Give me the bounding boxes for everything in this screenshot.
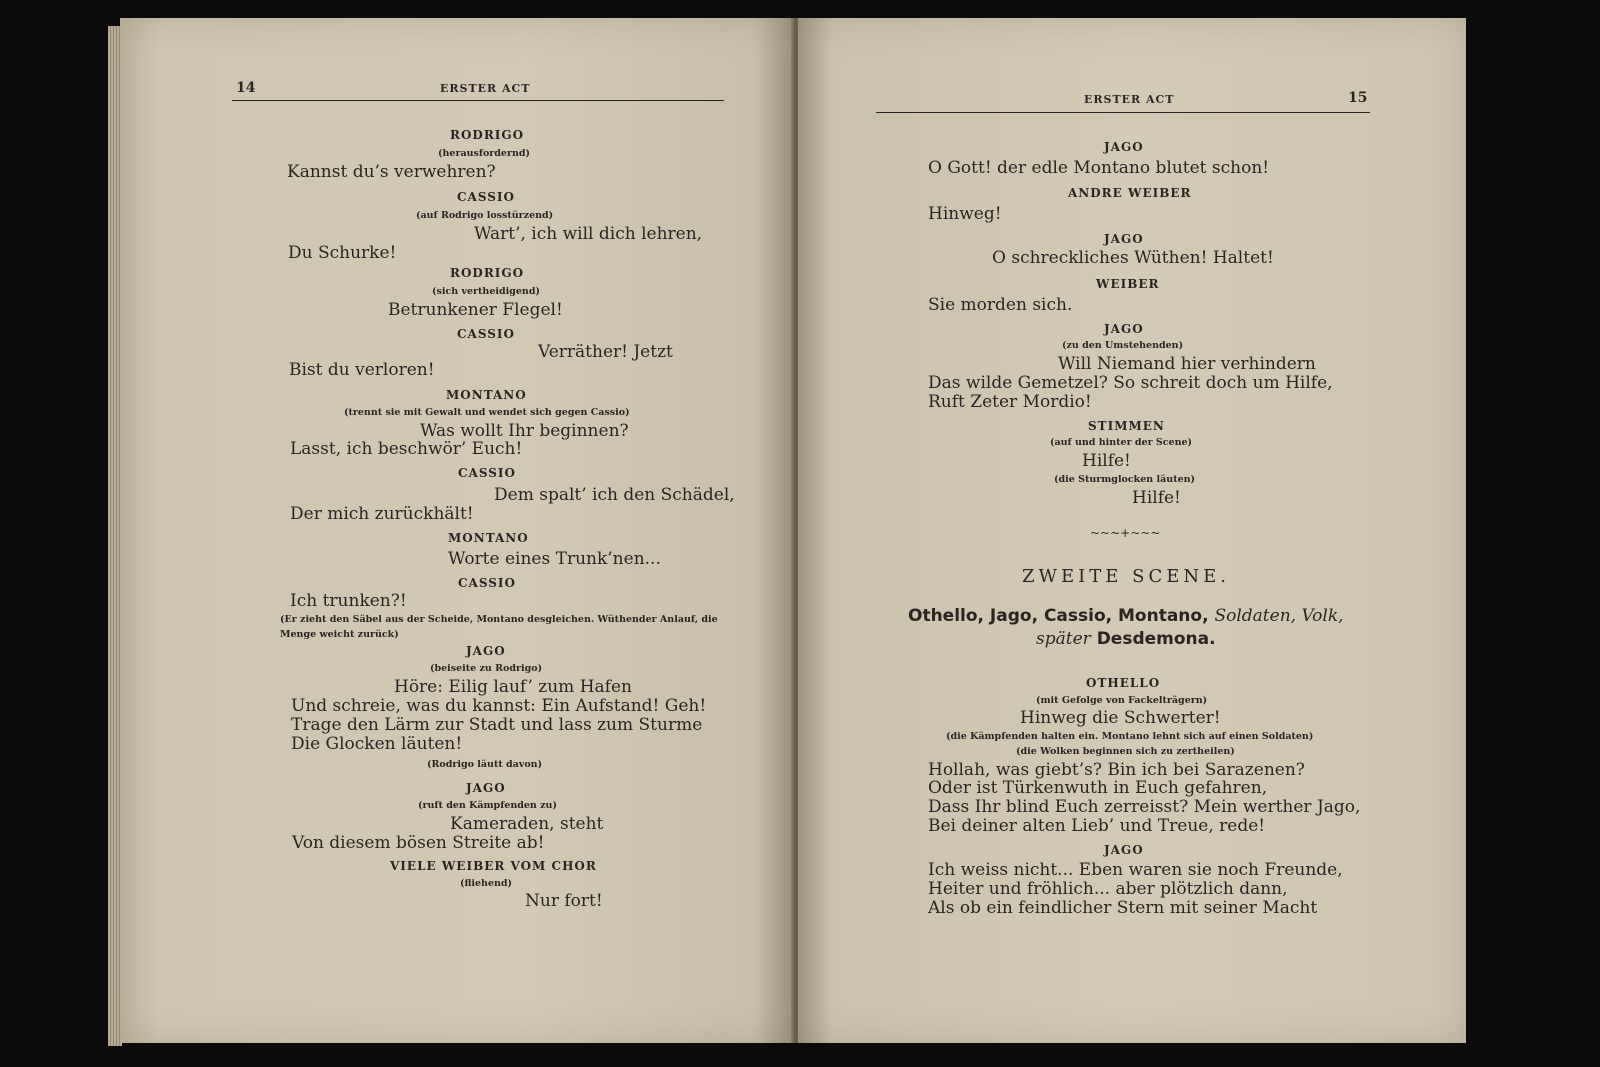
speaker-label: MONTANO [446,388,527,402]
verse-line: Nur fort! [525,891,603,911]
header-rule [232,100,724,101]
page-number: 15 [1348,90,1368,106]
left-page [120,18,795,1043]
verse-line: Kameraden, steht [450,814,604,834]
verse-line: Ruft Zeter Mordio! [928,392,1092,412]
verse-line: Kannst du’s verwehren? [287,162,496,182]
verse-line: O schreckliches Wüthen! Haltet! [992,248,1274,268]
speaker-label: JAGO [466,781,506,795]
stage-direction: (sich vertheidigend) [432,286,540,297]
speaker-label: STIMMEN [1088,419,1165,433]
stage-direction: (die Sturmglocken läuten) [1054,474,1196,485]
verse-line: Will Niemand hier verhindern [1058,354,1316,374]
stage-direction: (auf und hinter der Scene) [1050,437,1193,448]
verse-line: Der mich zurückhält! [290,504,474,524]
verse-line: Ich weiss nicht... Eben waren sie noch Freunde, [928,860,1343,880]
speaker-label: CASSIO [458,576,516,590]
speaker-label: RODRIGO [450,266,525,280]
stage-direction: (Er zieht den Säbel aus der Scheide, Montano desgleichen. Wüthender Anlauf, die [280,614,718,625]
speaker-label: JAGO [1104,140,1144,154]
speaker-label: JAGO [1104,232,1144,246]
stage-direction: (Rodrigo läutt davon) [427,759,543,770]
verse-line: Hilfe! [1082,451,1131,471]
verse-line: Wart’, ich will dich lehren, [474,224,703,244]
verse-line: Als ob ein feindlicher Stern mit seiner Macht [928,898,1318,918]
speaker-label: JAGO [1104,322,1144,336]
speaker-label: ANDRE WEIBER [1068,186,1192,200]
stage-direction: (herausfordernd) [438,148,531,159]
verse-line: Worte eines Trunk’nen... [448,549,661,569]
verse-line: Lasst, ich beschwör’ Euch! [290,439,523,459]
verse-line: Oder ist Türkenwuth in Euch gefahren, [928,778,1268,798]
stage-direction: (die Wolken beginnen sich zu zertheilen) [1016,746,1235,757]
verse-line: Hilfe! [1132,488,1181,508]
verse-line: Hollah, was giebt’s? Bin ich bei Sarazenen? [928,760,1305,780]
speaker-label: JAGO [1104,843,1144,857]
verse-line: Hinweg! [928,204,1002,224]
speaker-label: MONTANO [448,531,529,545]
verse-line: Von diesem bösen Streite ab! [292,833,545,853]
verse-line: Das wilde Gemetzel? So schreit doch um Hilfe, [928,373,1333,393]
verse-line: Ich trunken?! [290,591,407,611]
verse-line: Dass Ihr blind Euch zerreisst? Mein werther Jago, [928,797,1361,817]
scene-title: ZWEITE SCENE. [1022,566,1230,587]
stage-direction: (auf Rodrigo losstürzend) [416,210,554,221]
verse-line: Die Glocken läuten! [291,734,463,754]
speaker-label: OTHELLO [1086,676,1161,690]
verse-line: Trage den Lärm zur Stadt und lass zum Sturme [291,715,703,735]
speaker-label: WEIBER [1096,277,1160,291]
verse-line: Sie morden sich. [928,295,1073,315]
speaker-label: RODRIGO [450,128,525,142]
stage-direction: (die Kämpfenden halten ein. Montano lehnt sich auf einen Soldaten) [946,731,1314,742]
stage-direction: (zu den Umstehenden) [1062,340,1184,351]
speaker-label: CASSIO [457,190,515,204]
verse-line: Und schreie, was du kannst: Ein Aufstand! Geh! [291,696,707,716]
verse-line: Bei deiner alten Lieb’ und Treue, rede! [928,816,1266,836]
verse-line: Was wollt Ihr beginnen? [420,421,629,441]
speaker-label: JAGO [466,644,506,658]
verse-line: Hinweg die Schwerter! [1020,708,1221,728]
speaker-label: CASSIO [458,466,516,480]
stage-direction: (trennt sie mit Gewalt und wendet sich gegen Cassio) [344,407,630,418]
running-header: ERSTER ACT [1084,93,1175,106]
header-rule [876,112,1370,113]
stage-direction: Menge weicht zurück) [280,629,399,640]
running-header: ERSTER ACT [440,82,531,95]
verse-line: Heiter und fröhlich... aber plötzlich dann, [928,879,1288,899]
verse-line: Bist du verloren! [289,360,435,380]
cast-line: Othello, Jago, Cassio, Montano, Soldaten, Volk, [908,606,1344,626]
cast-line: später Desdemona. [1036,629,1216,649]
stage-direction: (mit Gefolge von Fackelträgern) [1036,695,1208,706]
ornament-divider: ~~~+~~~ [1090,526,1161,540]
right-page [798,18,1466,1043]
stage-direction: (beiseite zu Rodrigo) [430,663,543,674]
verse-line: Verräther! Jetzt [538,342,673,362]
page-number: 14 [236,80,256,96]
stage-direction: (ruft den Kämpfenden zu) [418,800,557,811]
verse-line: Höre: Eilig lauf’ zum Hafen [394,677,632,697]
speaker-label: VIELE WEIBER VOM CHOR [390,859,597,873]
open-book [108,18,1488,1048]
verse-line: O Gott! der edle Montano blutet schon! [928,158,1270,178]
verse-line: Betrunkener Flegel! [388,300,563,320]
verse-line: Dem spalt’ ich den Schädel, [494,485,735,505]
stage-direction: (fliehend) [460,878,513,889]
speaker-label: CASSIO [457,327,515,341]
verse-line: Du Schurke! [288,243,397,263]
